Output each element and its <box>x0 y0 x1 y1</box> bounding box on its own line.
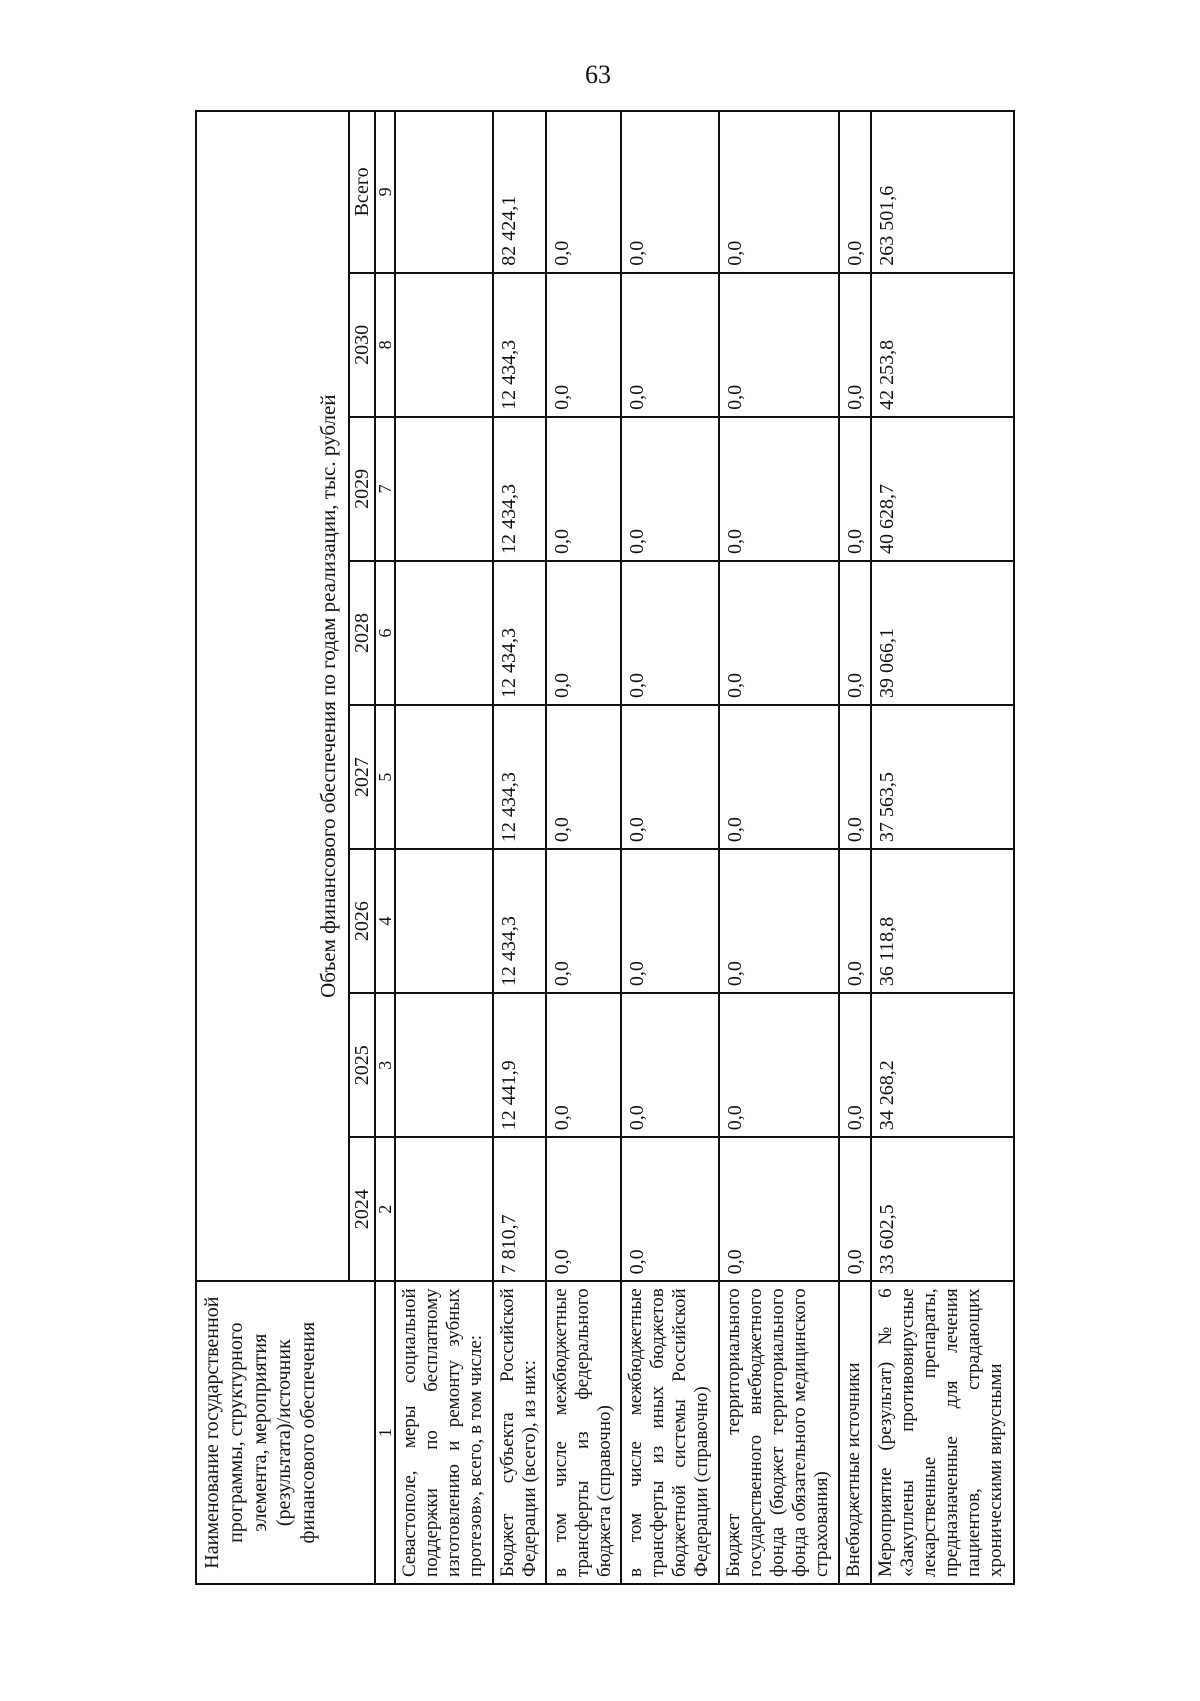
row-value: 0,0 <box>719 993 839 1137</box>
row-total: 0,0 <box>621 111 719 273</box>
row-total: 82 424,1 <box>493 111 546 273</box>
row-value: 0,0 <box>839 273 872 417</box>
row-value: 0,0 <box>546 417 621 561</box>
row-value: 0,0 <box>546 561 621 705</box>
row-value <box>395 705 493 849</box>
row-value <box>395 1137 493 1281</box>
row-value: 0,0 <box>546 993 621 1137</box>
row-value: 12 434,3 <box>493 417 546 561</box>
table-row <box>871 111 1014 1584</box>
column-index: 6 <box>375 561 395 705</box>
row-value: 0,0 <box>839 705 872 849</box>
row-value: 0,0 <box>839 993 872 1137</box>
row-value: 0,0 <box>839 417 872 561</box>
row-value: 12 434,3 <box>493 705 546 849</box>
row-value: 0,0 <box>621 417 719 561</box>
column-index: 3 <box>375 993 395 1137</box>
row-value: 0,0 <box>621 1137 719 1281</box>
row-value: 33 602,5 <box>871 1137 1014 1281</box>
row-name: в том числе межбюджетные трансферты из федерального бюджета (справочно) <box>546 1281 621 1584</box>
row-value: 0,0 <box>719 1137 839 1281</box>
row-value: 0,0 <box>546 705 621 849</box>
column-index: 8 <box>375 273 395 417</box>
table-row <box>546 111 621 1584</box>
row-value: 0,0 <box>839 1137 872 1281</box>
header-year: 2024 <box>349 1137 375 1281</box>
row-value: 42 253,8 <box>871 273 1014 417</box>
row-value: 0,0 <box>621 273 719 417</box>
column-index: 5 <box>375 705 395 849</box>
column-index: 2 <box>375 1137 395 1281</box>
row-value: 12 434,3 <box>493 849 546 993</box>
row-value: 37 563,5 <box>871 705 1014 849</box>
row-value: 0,0 <box>546 849 621 993</box>
row-total: 0,0 <box>839 111 872 273</box>
row-value: 0,0 <box>839 561 872 705</box>
row-value <box>395 273 493 417</box>
row-name: Внебюджетные источники <box>839 1281 872 1584</box>
row-value: 36 118,8 <box>871 849 1014 993</box>
row-value: 0,0 <box>621 705 719 849</box>
rotated-table-container <box>195 110 1015 1585</box>
header-year: 2027 <box>349 705 375 849</box>
row-value: 39 066,1 <box>871 561 1014 705</box>
row-name: Мероприятие (результат) № 6 «Закуплены противовирусные лекарственные препараты, предназначенные для лечения пациентов, страдающих хроническими вирусными <box>871 1281 1014 1584</box>
header-volume: Объем финансового обеспечения по годам реализации, тыс. рублей <box>196 111 349 1281</box>
row-value: 40 628,7 <box>871 417 1014 561</box>
row-name: Бюджет субъекта Российской Федерации (всего), из них: <box>493 1281 546 1584</box>
row-total: 263 501,6 <box>871 111 1014 273</box>
row-total: 0,0 <box>546 111 621 273</box>
header-year: 2025 <box>349 993 375 1137</box>
row-value <box>395 993 493 1137</box>
page-number: 63 <box>585 60 611 89</box>
column-index: 1 <box>375 1281 395 1584</box>
row-value: 12 434,3 <box>493 273 546 417</box>
header-year: 2030 <box>349 273 375 417</box>
table-row <box>621 111 719 1584</box>
header-year: 2028 <box>349 561 375 705</box>
row-value: 0,0 <box>839 849 872 993</box>
table-row <box>719 111 839 1584</box>
row-value: 7 810,7 <box>493 1137 546 1281</box>
row-name: Бюджет территориального государственного внебюджетного фонда (бюджет территориального фонда обязательного медицинского страхования) <box>719 1281 839 1584</box>
row-value: 0,0 <box>719 273 839 417</box>
row-value <box>395 561 493 705</box>
table-row <box>493 111 546 1584</box>
row-value: 12 434,3 <box>493 561 546 705</box>
row-name: Севастополе, меры социальной поддержки по бесплатному изготовлению и ремонту зубных протезов», всего, в том числе: <box>395 1281 493 1584</box>
header-total: Всего <box>349 111 375 273</box>
row-value: 0,0 <box>621 993 719 1137</box>
row-value: 0,0 <box>719 561 839 705</box>
row-total: 0,0 <box>719 111 839 273</box>
row-value: 0,0 <box>719 849 839 993</box>
table-row <box>395 111 493 1584</box>
row-value <box>395 417 493 561</box>
header-year: 2029 <box>349 417 375 561</box>
column-index: 9 <box>375 111 395 273</box>
header-name-column: Наименование государственной программы, структурного элемента, мероприятия (результата)/источник финансового обеспечения <box>196 1281 375 1584</box>
row-value: 0,0 <box>719 417 839 561</box>
row-name: в том числе межбюджетные трансферты из иных бюджетов бюджетной системы Российской Федерации (справочно) <box>621 1281 719 1584</box>
row-value: 0,0 <box>719 705 839 849</box>
table-row <box>839 111 872 1584</box>
column-index: 4 <box>375 849 395 993</box>
row-value: 0,0 <box>621 561 719 705</box>
row-value: 34 268,2 <box>871 993 1014 1137</box>
row-value: 12 441,9 <box>493 993 546 1137</box>
column-index: 7 <box>375 417 395 561</box>
header-year: 2026 <box>349 849 375 993</box>
row-value: 0,0 <box>546 273 621 417</box>
row-value: 0,0 <box>621 849 719 993</box>
row-total <box>395 111 493 273</box>
row-value <box>395 849 493 993</box>
row-value: 0,0 <box>546 1137 621 1281</box>
financing-table <box>195 110 1015 1585</box>
